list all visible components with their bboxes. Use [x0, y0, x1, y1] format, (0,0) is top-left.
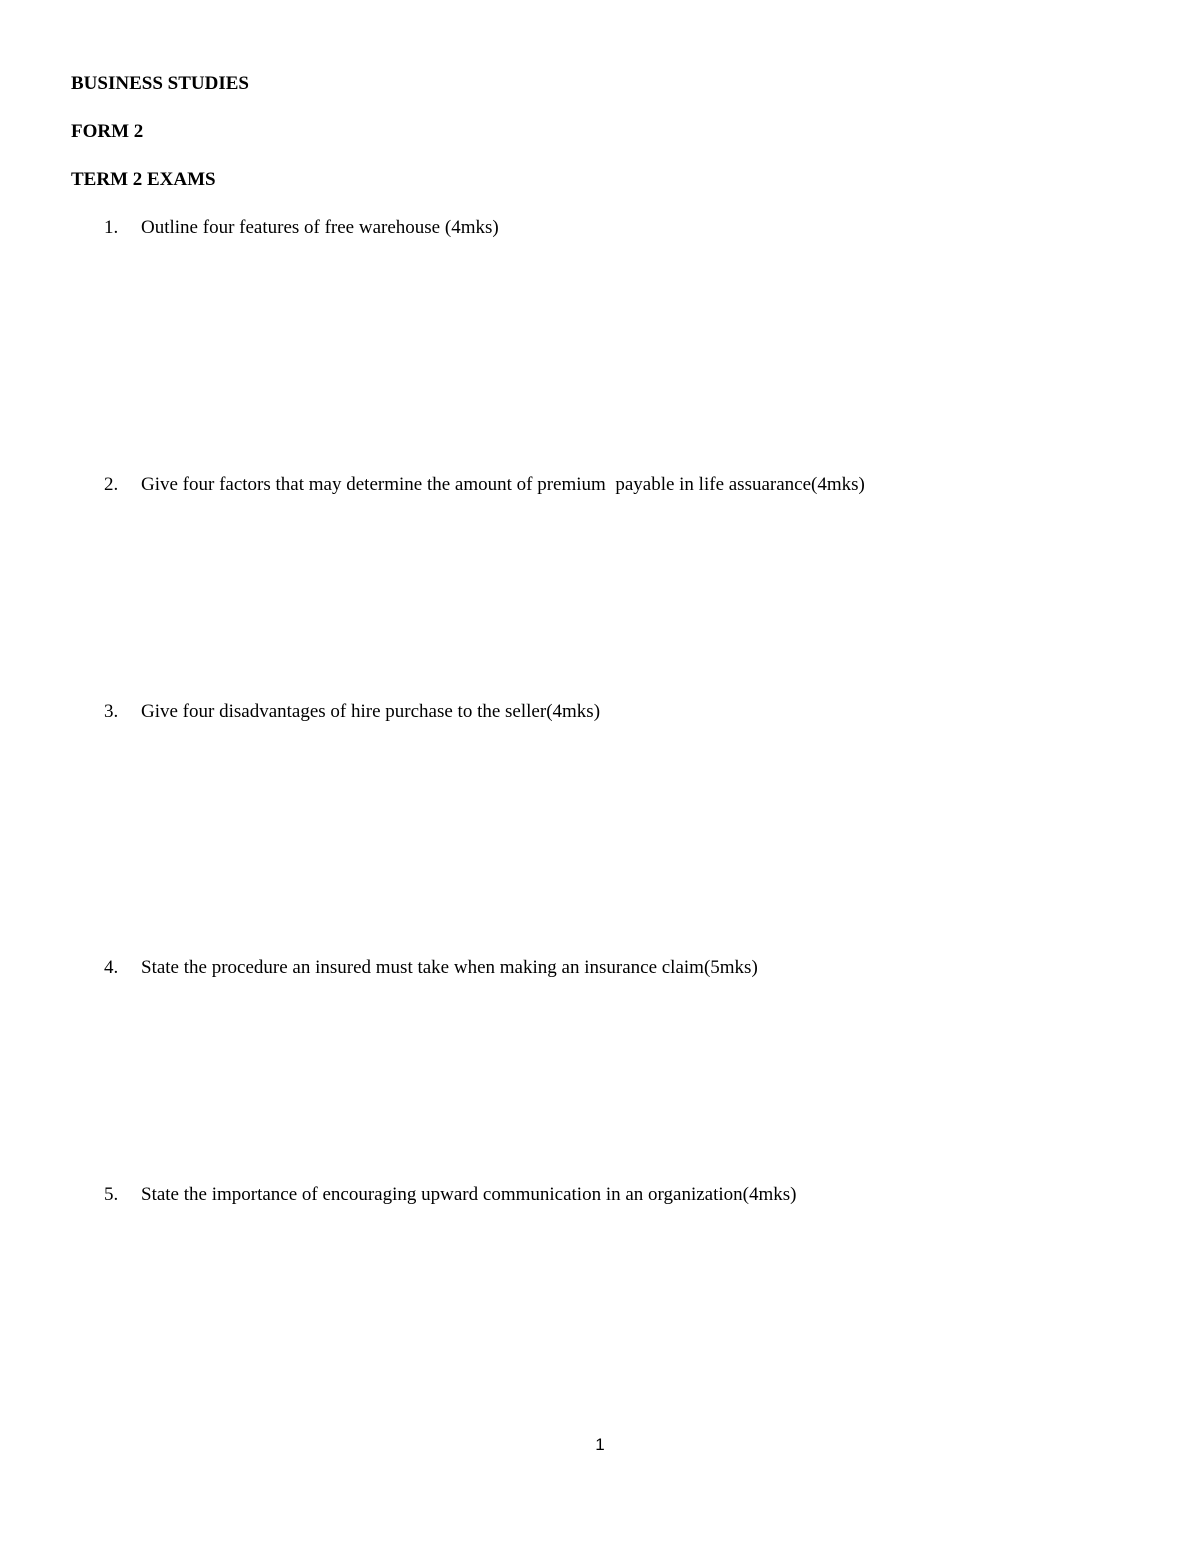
question-number: 2.: [104, 474, 119, 495]
question-number: 1.: [104, 217, 119, 238]
question-text: Give four disadvantages of hire purchase to the seller(4mks): [141, 701, 601, 722]
question-number: 3.: [104, 701, 119, 722]
form-heading: FORM 2: [71, 121, 144, 142]
question-text: State the procedure an insured must take when making an insurance claim(5mks): [141, 957, 758, 978]
question-number: 4.: [104, 957, 119, 978]
question-number: 5.: [104, 1184, 119, 1205]
exam-heading: TERM 2 EXAMS: [71, 169, 216, 190]
subject-heading: BUSINESS STUDIES: [71, 73, 249, 94]
question-text: Outline four features of free warehouse (4mks): [141, 217, 499, 238]
page-number: 1: [595, 1435, 605, 1454]
question-text: Give four factors that may determine the amount of premium payable in life assuarance(4mks): [141, 474, 865, 495]
question-text: State the importance of encouraging upward communication in an organization(4mks): [141, 1184, 797, 1205]
